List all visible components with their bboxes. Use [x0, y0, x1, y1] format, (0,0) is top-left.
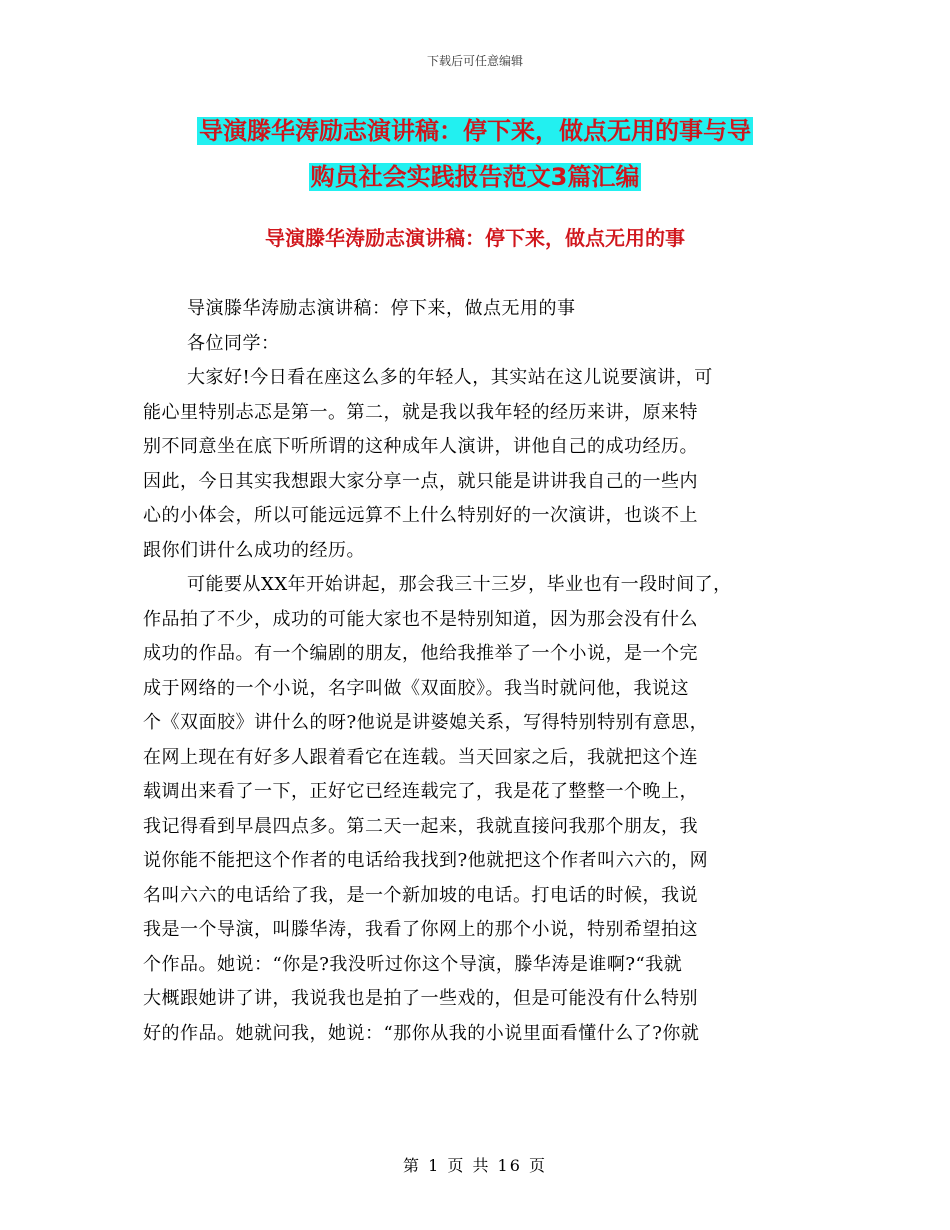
paragraph-line: 作品拍了不少，成功的可能大家也不是特别知道，因为那会没有什么: [143, 608, 698, 630]
body-text: [143, 292, 813, 1051]
paragraph-line: 好的作品。她就问我，她说：“那你从我的小说里面看懂什么了?你就: [143, 1022, 700, 1044]
paragraph-line: 可能要从XX年开始讲起，那会我三十三岁，毕业也有一段时间了，: [187, 574, 732, 595]
paragraph-line: 能心里特别忐忑是第一。第二，就是我以我年轻的经历来讲，原来特: [143, 401, 698, 423]
paragraph-line: 在网上现在有好多人跟着看它在连载。当天回家之后，我就把这个连: [143, 746, 698, 768]
header-note: 下载后可任意编辑: [426, 54, 523, 68]
paragraph-line: 跟你们讲什么成功的经历。: [143, 539, 365, 561]
document-title-line-2: [120, 154, 830, 200]
paragraph-line: 我是一个导演，叫滕华涛，我看了你网上的那个小说，特别希望拍这: [143, 919, 698, 940]
paragraph-line: 个《双面胶》讲什么的呀?他说是讲婆媳关系，写得特别特别有意思，: [143, 712, 709, 733]
paragraph-line: 别不同意坐在底下听所谓的这种成年人演讲，讲他自己的成功经历。: [143, 436, 698, 457]
title-highlight-1: 导演滕华涛励志演讲稿：停下来，做点无用的事与导: [199, 117, 751, 145]
title-highlight-2: 购员社会实践报告范文3篇汇编: [310, 163, 640, 191]
paragraph-line: 名叫六六的电话给了我，是一个新加坡的电话。打电话的时候，我说: [143, 884, 698, 906]
paragraph-line: 成功的作品。有一个编剧的朋友，他给我推举了一个小说，是一个完: [143, 643, 698, 664]
paragraph-line: 因此，今日其实我想跟大家分享一点，就只能是讲讲我自己的一些内: [143, 470, 698, 492]
paragraph-line: 我记得看到早晨四点多。第二天一起来，我就直接问我那个朋友，我: [143, 815, 698, 837]
paragraph-line: 载调出来看了一下，正好它已经连载完了，我是花了整整一个晚上，: [143, 781, 698, 802]
paragraph-line: 各位同学：: [187, 332, 280, 354]
document-title: [120, 108, 830, 200]
paragraph-line: 个作品。她说：“你是?我没听过你这个导演，滕华涛是谁啊?“我就: [143, 953, 683, 975]
paragraph-line: 说你能不能把这个作者的电话给我找到?他就把这个作者叫六六的，网: [143, 850, 709, 871]
page-footer: 第 1 页 共 16 页: [403, 1156, 547, 1175]
section-title: 导演滕华涛励志演讲稿：停下来，做点无用的事: [265, 226, 685, 250]
paragraph-line: 心的小体会，所以可能远远算不上什么特别好的一次演讲，也谈不上: [143, 505, 698, 526]
document-title-line-1: [120, 108, 830, 154]
paragraph-line: 导演滕华涛励志演讲稿：停下来，做点无用的事: [187, 298, 576, 319]
paragraph-line: 大家好!今日看在座这么多的年轻人，其实站在这儿说要演讲，可: [187, 367, 713, 388]
paragraph-line: 成于网络的一个小说，名字叫做《双面胶》。我当时就问他，我说这: [143, 677, 689, 699]
paragraph-line: 大概跟她讲了讲，我说我也是拍了一些戏的，但是可能没有什么特别: [143, 988, 698, 1009]
